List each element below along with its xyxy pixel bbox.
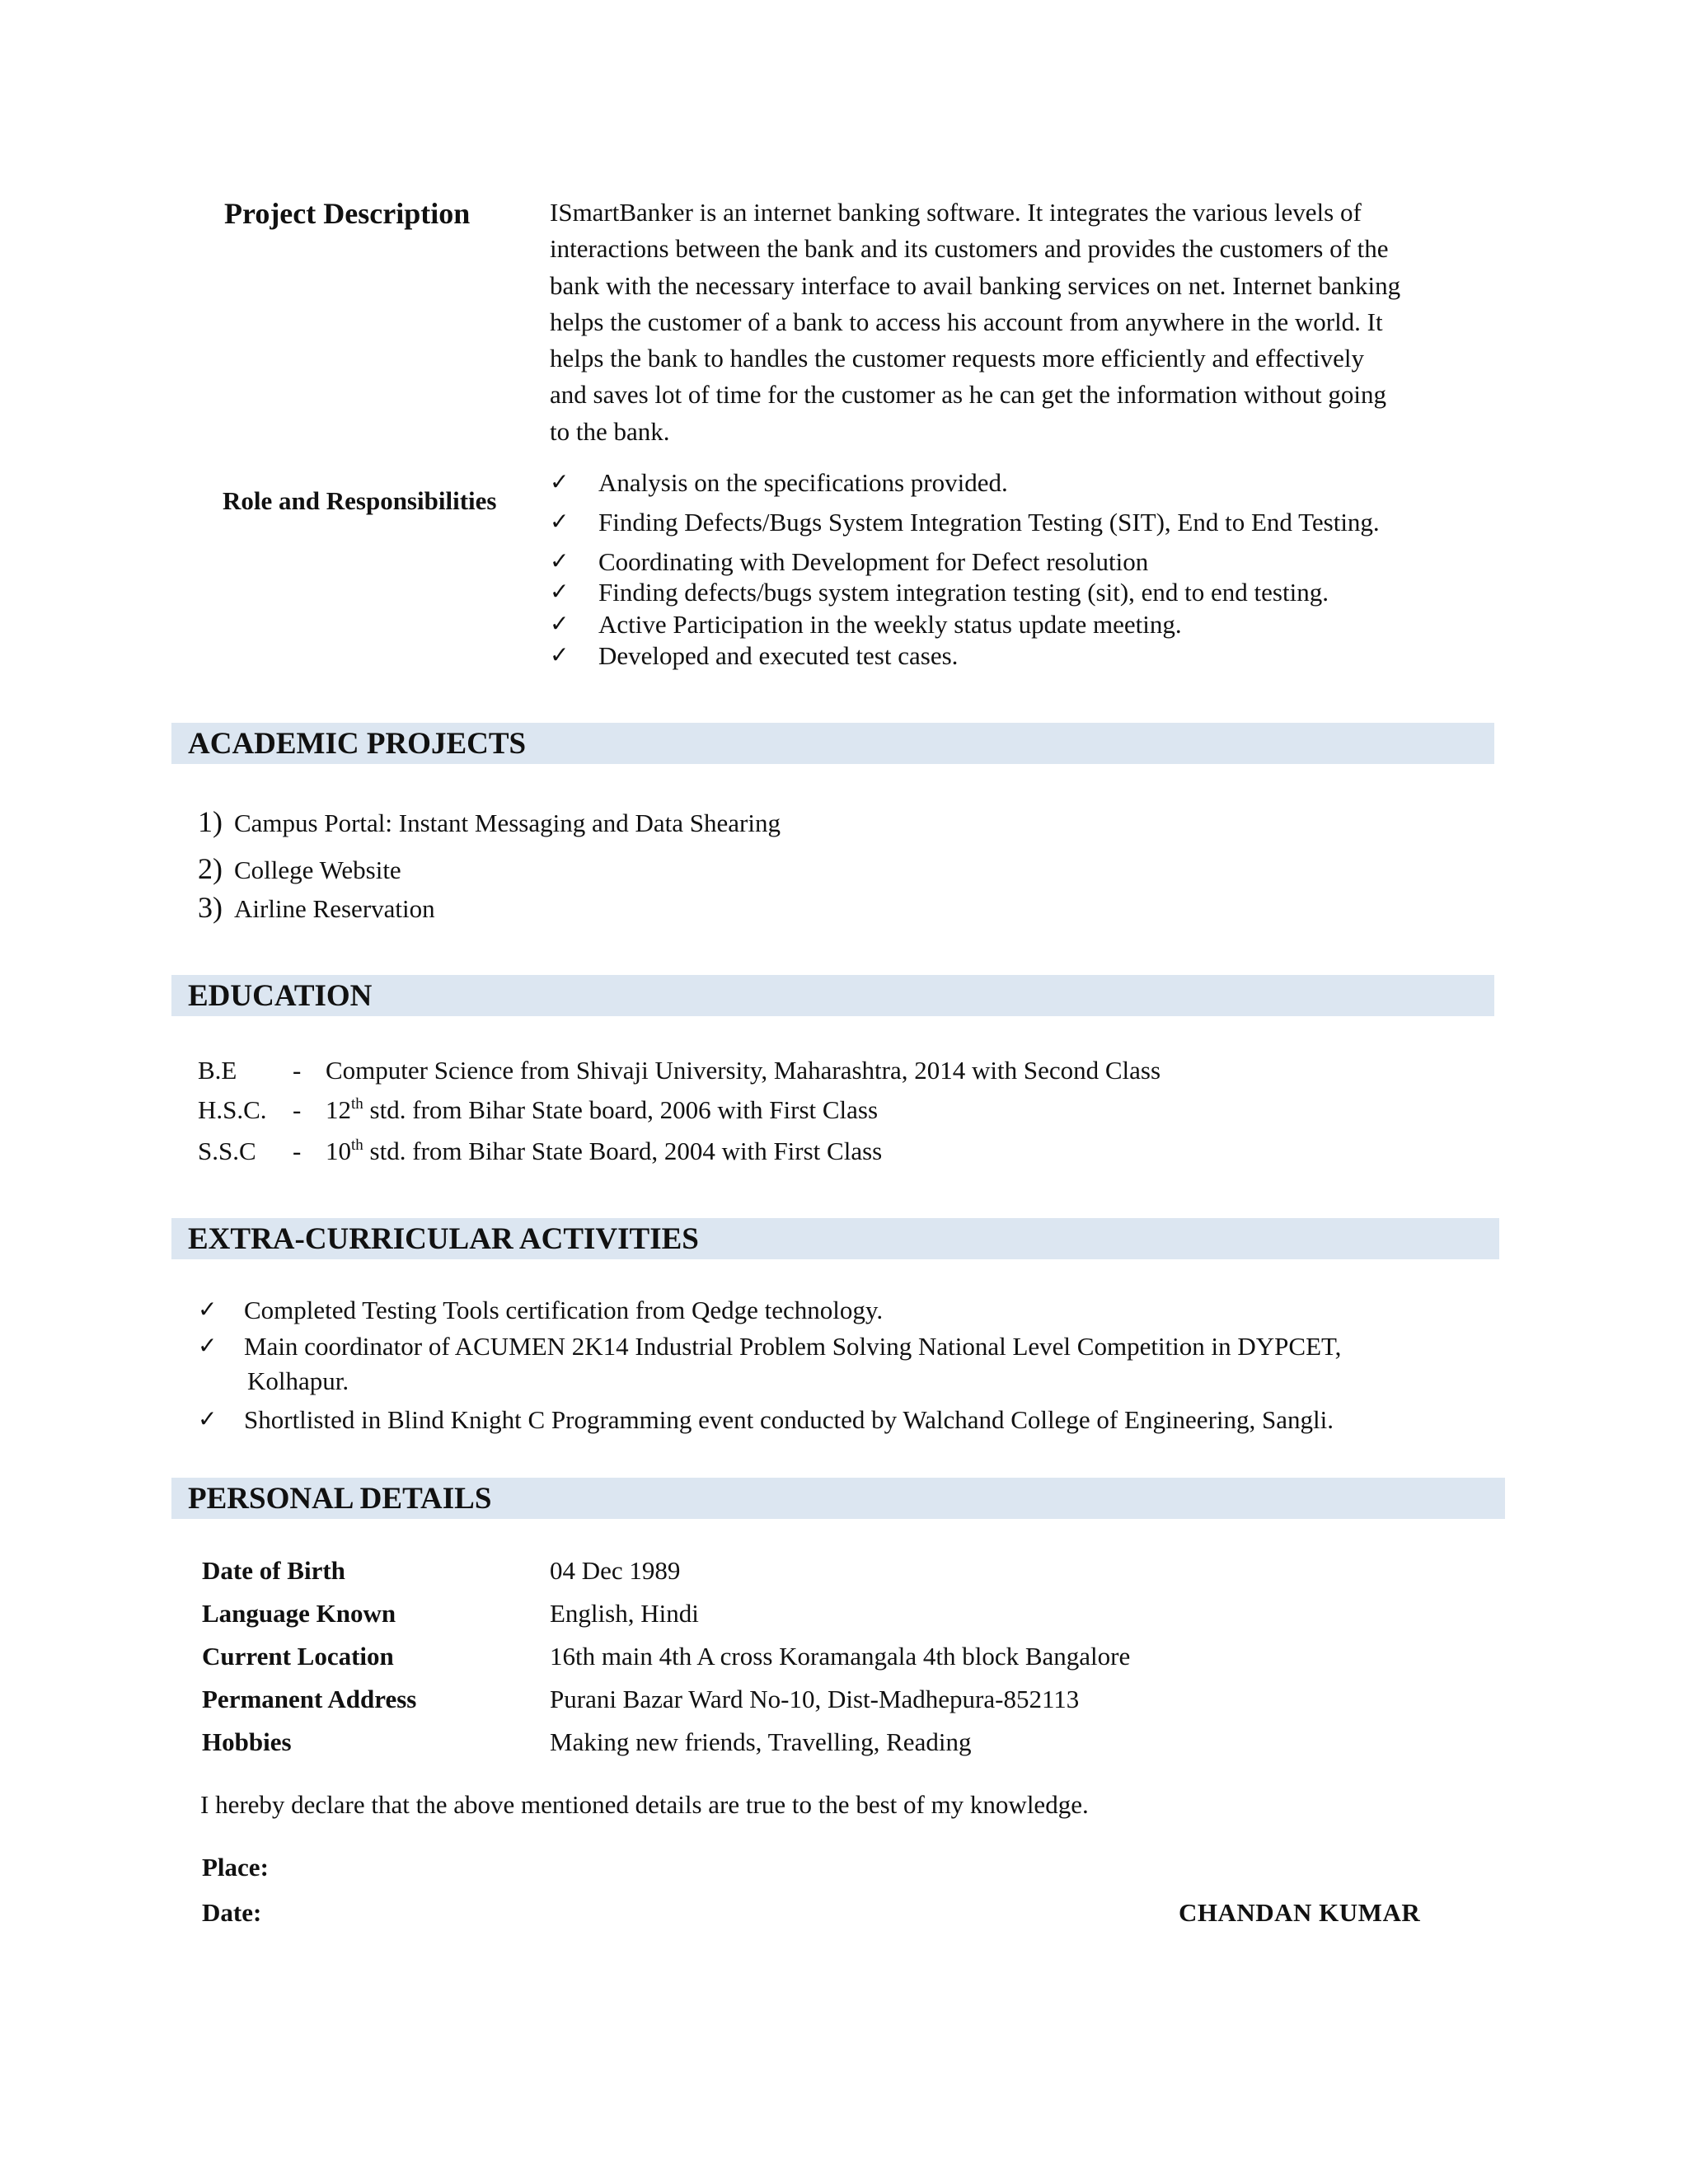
declaration-text: I hereby declare that the above mentioned details are true to the best of my knowledge. xyxy=(200,1790,1089,1819)
section-title: EXTRA-CURRICULAR ACTIVITIES xyxy=(188,1222,699,1256)
project-description-text xyxy=(550,194,1481,450)
list-item: 2) College Website xyxy=(198,852,401,885)
check-icon: ✓ xyxy=(198,1296,218,1323)
check-icon: ✓ xyxy=(550,641,570,668)
list-item: 1) Campus Portal: Instant Messaging and Data Shearing xyxy=(198,805,781,838)
project-description-label: Project Description xyxy=(224,197,471,230)
signature-name: CHANDAN KUMAR xyxy=(1179,1898,1421,1927)
check-icon: ✓ xyxy=(550,610,570,637)
list-item: 3) Airline Reservation xyxy=(198,891,435,924)
check-icon: ✓ xyxy=(550,508,570,535)
description-line: to the bank. xyxy=(550,416,670,446)
section-title: ACADEMIC PROJECTS xyxy=(188,727,527,761)
check-icon: ✓ xyxy=(198,1405,218,1432)
description-line: helps the customer of a bank to access his account from anywhere in the world. It xyxy=(550,307,1383,336)
check-icon: ✓ xyxy=(550,578,570,605)
section-header-education xyxy=(171,975,1494,1016)
section-header-personal-details xyxy=(171,1478,1505,1519)
section-header-academic-projects xyxy=(171,723,1494,764)
description-line: helps the bank to handles the customer requests more efficiently and effectively xyxy=(550,344,1364,373)
description-line: interactions between the bank and its customers and provides the customers of the xyxy=(550,234,1389,264)
check-icon: ✓ xyxy=(550,468,570,495)
check-icon: ✓ xyxy=(550,547,570,574)
description-line: bank with the necessary interface to avail banking services on net. Internet banking xyxy=(550,270,1401,300)
check-icon: ✓ xyxy=(198,1332,218,1359)
section-header-extra-curricular xyxy=(171,1218,1499,1259)
description-line: ISmartBanker is an internet banking software. It integrates the various levels of xyxy=(550,198,1362,227)
section-title: EDUCATION xyxy=(188,979,373,1013)
date-label: Date: xyxy=(202,1898,262,1927)
place-label: Place: xyxy=(202,1853,269,1882)
description-line: and saves lot of time for the customer as he can get the information without going xyxy=(550,380,1386,410)
role-responsibilities-label: Role and Responsibilities xyxy=(223,486,497,515)
section-title: PERSONAL DETAILS xyxy=(188,1482,492,1516)
